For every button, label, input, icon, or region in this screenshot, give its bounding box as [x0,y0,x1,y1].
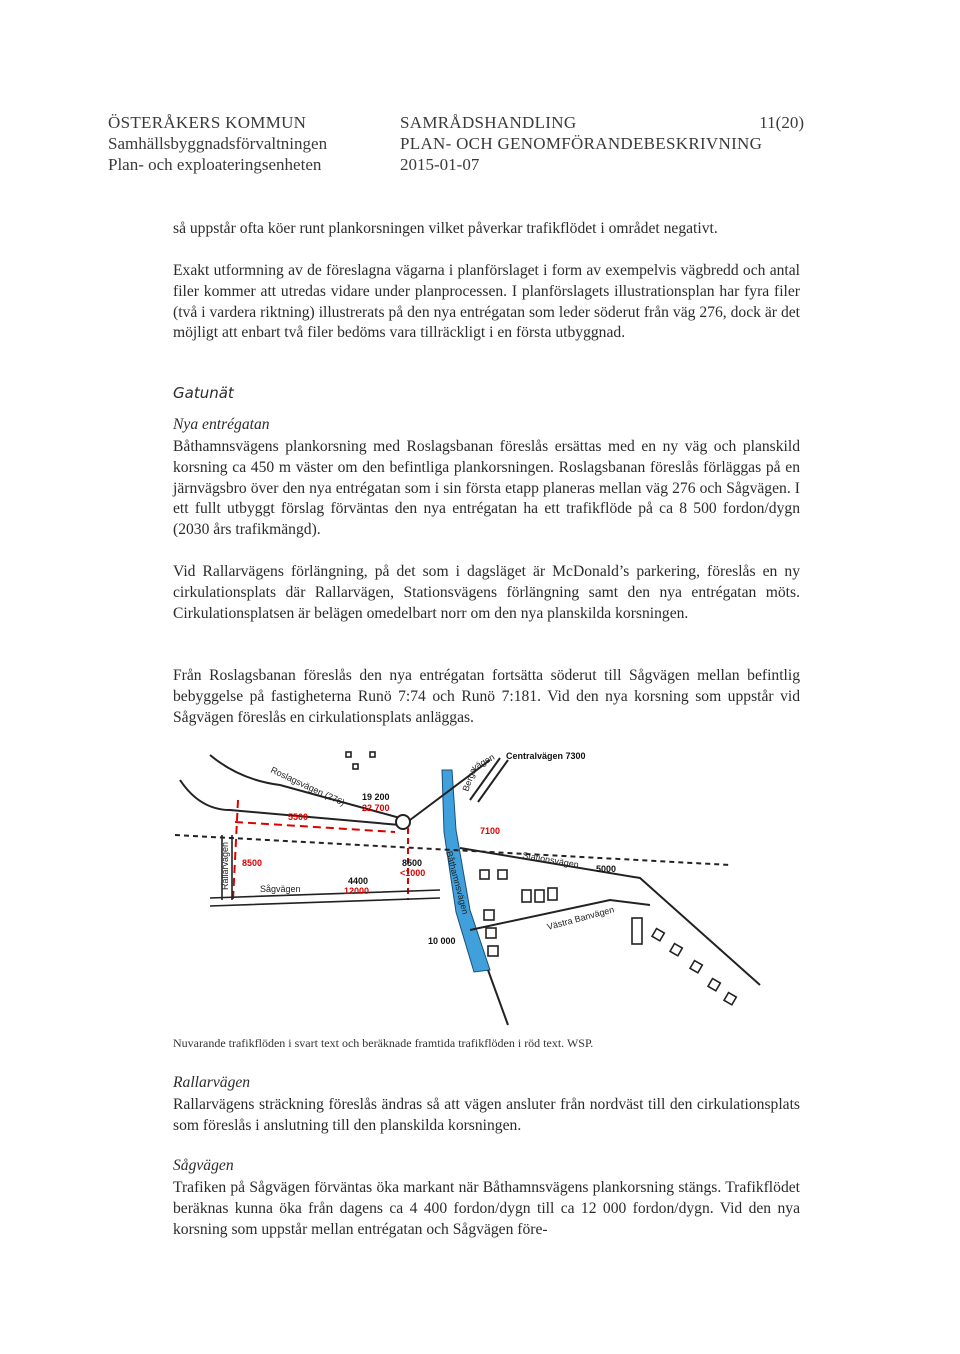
doc-type: SAMRÅDSHANDLING [400,113,577,132]
south-road [488,970,508,1025]
page-number: 11(20) [759,113,804,132]
red-rallar-road [233,800,238,900]
unit: Plan- och exploateringsenheten [108,155,322,174]
label-station: Stationsvägen [521,850,580,870]
label-centralvagen-short: vägen [470,751,497,773]
heading-gatunat: Gatunät [173,384,234,402]
paragraph-6: Rallarvägens sträckning föreslås ändras så att vägen ansluter från nordväst till den cirkulationsplats som föreslås i anslutning till den planskilda korsningen. [173,1096,800,1134]
flow-future-entregatan-south: <1000 [400,868,426,878]
flow-current-south: 10 000 [428,936,456,946]
flow-future-roslags: 22 700 [362,803,390,813]
flow-current-station: 5000 [596,864,617,874]
header-left [108,112,327,175]
department: Samhällsbyggnadsförvaltningen [108,134,328,153]
flow-future-sag: 12000 [344,886,370,896]
paragraph-3: Båthamnsvägens plankorsning med Roslagsbanan föreslås ersättas med en ny väg och planskild korsning ca 450 m väster om den befintliga plankorsningen. Roslagsbanan föreslås förläggas på en järnvägsbro över den nya entrégatan som i sin första etapp planeras mellan väg 276 och Sågvägen. I ett fullt utbyggt förslag förväntas den nya entrégatan ha ett trafikflöde på ca 8 500 fordon/dygn (2030 års trafikmängd). [173,438,800,539]
label-vastra: Västra Banvägen [545,904,616,932]
label-roslags: Roslagsvägen (276) [269,764,347,808]
buildings [346,752,736,1005]
heading-nya-entregatan: Nya entrégatan [173,416,270,433]
paragraph-1: så uppstår ofta köer runt plankorsningen vilket påverkar trafikflödet i området negativt. [173,220,718,237]
flow-future-rallar: 8500 [242,858,263,868]
paragraph-4: Vid Rallarvägens förlängning, på det som i dagsläget är McDonald’s parkering, föreslås en ny cirkulationsplats där Rallarvägen, Stationsvägens förlängning samt den nya entrégatan möts. Cirkulationsplatsen är belägen omedelbart norr om den nya planskilda korsningen. [173,563,800,622]
sag-road [210,890,440,906]
heading-rallarvagen: Rallarvägen [173,1074,251,1091]
paragraph-2: Exakt utformning av de föreslagna vägarna i planförslaget i form av exempelvis vägbredd och antal filer kommer att utredas vidare under planprocessen. I planförslagets illustrationsplan har fyra filer (två i vardera riktning) illustrerats på den nya entrégatan som leder söderut från väg 276, dock är det möjligt att enbart två filer bedöms vara tillräckligt i en första utbyggnad. [173,262,800,342]
heading-sagvagen: Sågvägen [173,1157,234,1174]
label-sag: Sågvägen [260,884,301,894]
roundabout-north [396,815,410,829]
header-right [400,112,804,175]
org-name: ÖSTERÅKERS KOMMUN [108,113,307,132]
paragraph-5: Från Roslagsbanan föreslås den nya entrégatan fortsätta söderut till Sågvägen mellan befintlig bebyggelse på fastigheterna Runö 7:74 och Runö 7:181. Vid den nya korsning som uppstår vid Sågvägen föreslås en cirkulationsplats anläggas. [173,667,800,726]
red-dashed-road [235,822,395,832]
flow-future-entregatan-north: 7100 [480,826,501,836]
traffic-flow-map [170,740,770,1030]
label-centralvagen: Centralvägen 7300 [506,751,586,761]
flow-current-roslags: 19 200 [362,792,390,802]
flow-future-west: 5500 [288,812,309,822]
label-berga: Berga [460,766,479,793]
doc-date: 2015-01-07 [400,155,480,174]
label-bathamns: Båthamnsvägen [444,849,471,916]
label-rallar: Rallarvägen [220,841,230,890]
paragraph-7: Trafiken på Sågvägen förväntas öka markant när Båthamnsvägens plankorsning stängs. Trafikflödet beräknas kunna öka från dagens ca 4 400 fordon/dygn till ca 12 000 fordon/dygn. Vid den nya korsning som uppstår mellan entrégatan och Sågvägen före- [173,1179,800,1238]
map-caption: Nuvarande trafikflöden i svart text och beräknade framtida trafikflöden i röd text. WSP. [173,1036,594,1050]
flow-current-sag: 4400 [348,876,369,886]
flow-current-entregatan: 8500 [402,858,423,868]
doc-title: PLAN- OCH GENOMFÖRANDEBESKRIVNING [400,134,763,153]
